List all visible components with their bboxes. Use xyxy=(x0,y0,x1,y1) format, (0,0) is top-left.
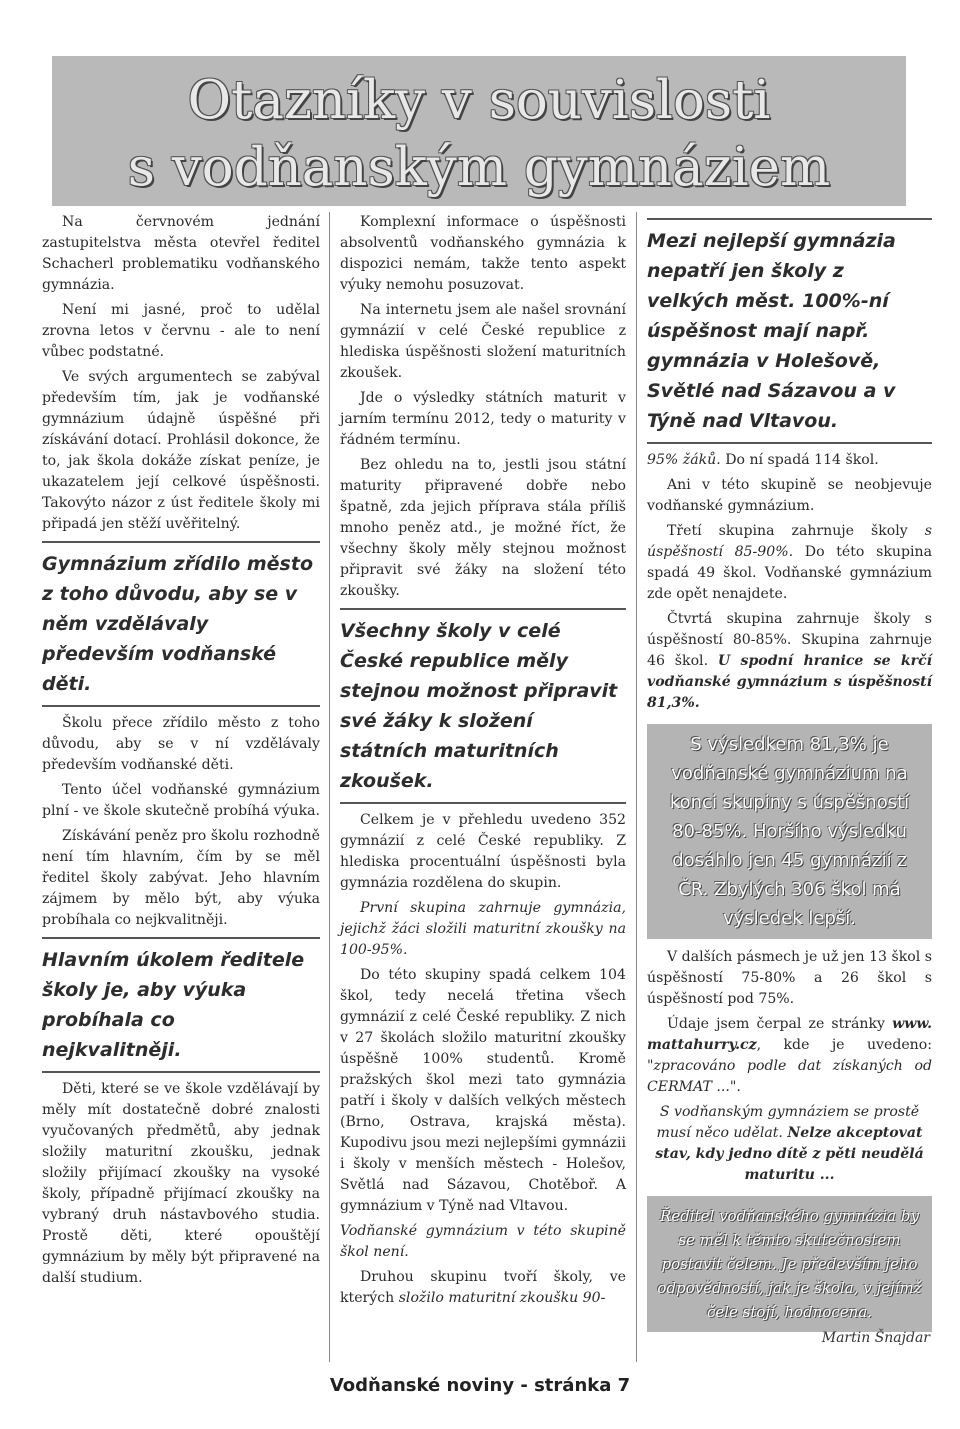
pull-quote: Všechny školy v celé České republice měly stejnou možnost připravit své žáky k složení státních maturitních zkoušek. xyxy=(340,620,618,792)
paragraph: Děti, které se ve škole vzdělávají by měly mít dostatečně dobré znalosti vyučovaných předmětů, aby jednak složily maturitní zkoušku, jednak složily přijímací zkoušky na vysoké školy, případně přijímací zkoušky na vybraný druh nástavbového studia. Prostě děti, které opouštějí gymnázium by měly být připravené na další studium. xyxy=(42,1081,320,1286)
pull-quote-rule xyxy=(340,802,626,804)
headline-banner xyxy=(52,56,906,206)
text-run: Do této skupina spadá 49 škol. Vodňanské gymnázium zde opět nenajdete. xyxy=(647,544,932,602)
paragraph xyxy=(647,609,932,714)
text-run: Třetí skupina zahrnuje školy xyxy=(667,523,925,539)
paragraph: Ve svých argumentech se zabýval především tím, jak je vodňanské gymnázium údajně úspěšné při získávání dotací. Prohlásil dokonce, že to, jak škola dokáže získat peníze, je ukazatelem její celkové úspěšnosti. Takovýto názor z úst ředitele školy mi připadá jen stěží uvěřitelný. xyxy=(42,369,320,532)
paragraph: Ani v této skupině se neobjevuje vodňanské gymnázium. xyxy=(647,477,932,514)
text-run: 95% žáků. xyxy=(647,452,721,468)
paragraph: Na červnovém jednání zastupitelstva města otevřel ředitel Schacherl problematiku vodňanského gymnázia. xyxy=(42,214,320,293)
text-run: zpracováno podle dat získaných od CERMAT ... xyxy=(647,1058,932,1095)
text-run: Do ní spadá 114 škol. xyxy=(720,452,879,468)
paragraph: Vodňanské gymnázium v této skupině škol není. xyxy=(340,1223,626,1260)
paragraph: Není mi jasné, proč to udělal zrovna letos v červnu - ale to není vůbec podstatné. xyxy=(42,302,320,360)
pull-quote-rule xyxy=(42,705,320,707)
pull-quote: Mezi nejlepší gymnázia nepatří jen školy z velkých měst. 100%-ní úspěšnost mají např. gymnázia v Holešově, Světlé nad Sázavou a v Týně nad Vltavou. xyxy=(647,230,896,432)
text-run: Čtvrtá skupina zahrnuje školy s úspěšností 80-85%. Skupina zahrnuje 46 škol. xyxy=(647,611,932,669)
paragraph: Jde o výsledky státních maturit v jarním termínu 2012, tedy o maturity v řádném termínu. xyxy=(340,390,626,448)
paragraph: Získávání peněz pro školu rozhodně není tím hlavním, čím by se měl ředitel školy zabývat. Jeho hlavním zájmem by mělo být, aby výuka probíhala co nejkvalitněji. xyxy=(42,828,320,928)
pull-quote-rule xyxy=(42,1071,320,1073)
paragraph: Celkem je v přehledu uvedeno 352 gymnázií z celé České republiky. Z hlediska procentuální úspěšnosti byla gymnázia rozdělena do skupin. xyxy=(340,812,626,891)
paragraph xyxy=(647,450,932,471)
headline-line-2: s vodňanským gymnáziem xyxy=(127,137,831,198)
page-footer: Vodňanské noviny - stránka 7 xyxy=(329,1375,631,1396)
text-run: ". xyxy=(729,1079,741,1095)
paragraph xyxy=(647,1102,932,1186)
paragraph: Na internetu jsem ale našel srovnání gymnázií v celé České republice z hlediska úspěšnosti složení maturitních zkoušek. xyxy=(340,302,626,381)
text-run: S vodňanským gymnáziem se prostě musí něco udělat. xyxy=(656,1104,920,1141)
text-run: U spodní hranice se krčí vodňanské gymnázium s úspěšností 81,3%. xyxy=(647,653,933,711)
article-column-2 xyxy=(340,212,626,1313)
paragraph: Školu přece zřídilo město z toho důvodu, aby se v ní vzdělávaly především vodňanské děti. xyxy=(42,715,320,773)
article-column-1 xyxy=(42,212,320,1293)
highlight-box: S výsledkem 81,3% je vodňanské gymnázium na konci skupiny s úspěšností 80-85%. Horšího výsledku dosáhlo jen 45 gymnázií z ČR. Zbylých 306 škol má výsledek lepší. xyxy=(647,724,932,939)
column-divider xyxy=(329,212,330,1362)
pull-quote: Gymnázium zřídilo město z toho důvodu, aby se v něm vzdělávaly především vodňanské děti. xyxy=(42,553,314,695)
text-run: Druhou skupinu tvoří školy, ve kterých xyxy=(340,1269,626,1306)
paragraph xyxy=(340,1267,626,1309)
paragraph: V dalších pásmech je už jen 13 škol s úspěšností 75-80% a 26 škol s úspěšností pod 75%. xyxy=(647,949,932,1007)
text-run: Údaje jsem čerpal ze stránky xyxy=(667,1016,893,1032)
article-column-3 xyxy=(647,212,932,1332)
website-link: www. mattahurry.cz xyxy=(647,1016,932,1053)
text-run: složilo maturitní zkoušku 90- xyxy=(398,1290,606,1306)
headline-line-1: Otazníky v souvislosti xyxy=(187,70,771,131)
paragraph: Bez ohledu na to, jestli jsou státní maturity připravené dobře nebo špatně, zda jejich příprava stála příliš mnoho peněz atd., je možné říct, že všechny školy měly stejnou možnost připravit své žáky na složení této zkoušky. xyxy=(340,457,626,599)
paragraph: Tento účel vodňanské gymnázium plní - ve škole skutečně probíhá výuka. xyxy=(42,782,321,819)
paragraph xyxy=(647,521,932,605)
paragraph: První skupina zahrnuje gymnázia, jejichž žáci složili maturitní zkoušky na 100-95%. xyxy=(340,900,626,958)
pull-quote-rule xyxy=(340,608,626,610)
text-run: s úspěšností 85-90%. xyxy=(647,523,932,560)
pull-quote-rule xyxy=(42,541,320,543)
pull-quote: Hlavním úkolem ředitele školy je, aby výuka probíhala co nejkvalitněji. xyxy=(42,949,305,1061)
text-run: Nelze akceptovat stav, kdy jedno dítě z pěti neudělá maturitu ... xyxy=(655,1125,924,1183)
paragraph: Do této skupiny spadá celkem 104 škol, tedy necelá třetina všech gymnázií z celé České republiky. Z nich v 27 školách složilo maturitní zkoušky úspěšně 100% studentů. Kromě pražských škol mezi tato gymnázia patří i školy v dalších velkých městech (Brno, Ostrava, krajská města). Kupodivu jsou mezi nejlepšími gymnázii i školy v menších městech - Holešov, Světlá nad Sázavou, Chotěboř. A gymnázium v Týně nad Vltavou. xyxy=(340,967,626,1214)
author-signature: Martin Šnajdar xyxy=(821,1330,930,1346)
column-divider xyxy=(636,212,637,1362)
pull-quote-rule xyxy=(647,218,932,220)
text-run: , kde je uvedeno: " xyxy=(647,1037,932,1074)
paragraph: Komplexní informace o úspěšnosti absolventů vodňanského gymnázia k dispozici nemám, takže tento aspekt výuky nemohu posuzovat. xyxy=(340,214,626,293)
pull-quote-rule xyxy=(647,442,932,444)
pull-quote-rule xyxy=(42,937,320,939)
highlight-box: Ředitel vodňanského gymnázia by se měl k těmto skutečnostem postavit čelem. Je především jeho odpovědností, jak je škola, v jejímž čele stojí, hodnocena. xyxy=(647,1196,932,1332)
paragraph xyxy=(647,1014,932,1098)
